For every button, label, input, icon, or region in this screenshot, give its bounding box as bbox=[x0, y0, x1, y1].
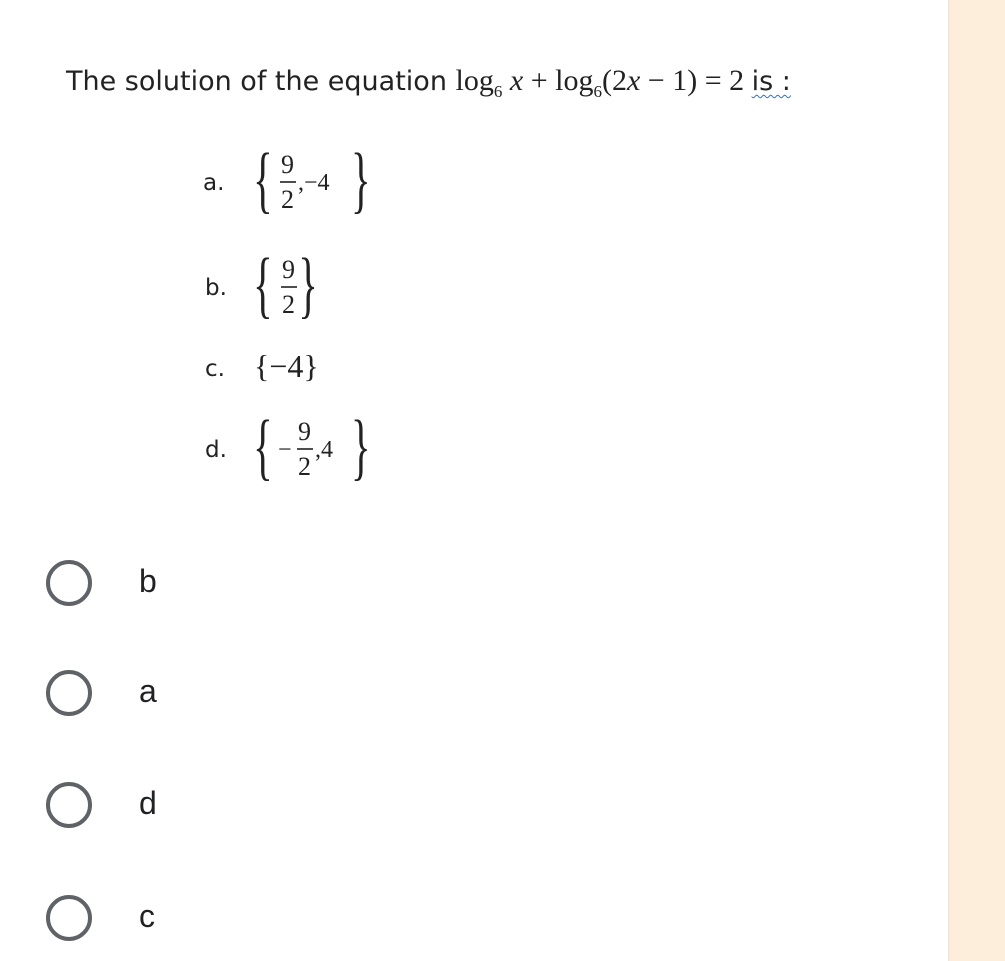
answer-option-c[interactable] bbox=[46, 895, 346, 945]
svg-text:,4: ,4 bbox=[315, 437, 333, 463]
svg-text:9: 9 bbox=[298, 417, 311, 446]
choice-c-letter: c. bbox=[205, 356, 225, 382]
answer-option-d[interactable] bbox=[46, 782, 346, 832]
answer-label: b bbox=[139, 563, 157, 599]
svg-text:9: 9 bbox=[281, 150, 294, 179]
svg-text:2: 2 bbox=[298, 452, 311, 481]
svg-text:9: 9 bbox=[282, 255, 295, 284]
answer-label: c bbox=[139, 898, 155, 934]
svg-text:}: } bbox=[351, 138, 371, 221]
svg-text:}: } bbox=[351, 405, 371, 488]
choice-a-letter: a. bbox=[203, 170, 225, 196]
answer-label: a bbox=[139, 673, 157, 709]
radio-button[interactable] bbox=[46, 670, 92, 716]
answer-option-b[interactable] bbox=[46, 560, 346, 610]
svg-text:2: 2 bbox=[282, 290, 295, 319]
svg-text:}: } bbox=[298, 243, 318, 326]
answer-option-a[interactable] bbox=[46, 670, 346, 720]
choice-a-math bbox=[252, 138, 382, 230]
radio-button[interactable] bbox=[46, 782, 92, 828]
radio-button[interactable] bbox=[46, 895, 92, 941]
svg-text:2: 2 bbox=[281, 185, 294, 214]
svg-text:{: { bbox=[253, 243, 273, 326]
svg-text:{: { bbox=[253, 405, 273, 488]
choice-c-math bbox=[252, 340, 342, 390]
choice-d-math bbox=[252, 405, 387, 497]
radio-button[interactable] bbox=[46, 560, 92, 606]
question-prefix: The solution of the equation bbox=[66, 66, 447, 97]
svg-text:{: { bbox=[253, 138, 273, 221]
choice-b-math bbox=[252, 243, 332, 335]
choice-d-letter: d. bbox=[205, 437, 227, 463]
choice-b-letter: b. bbox=[205, 275, 227, 301]
side-panel bbox=[948, 0, 1005, 961]
question-suffix: is : bbox=[751, 66, 791, 97]
answer-label: d bbox=[139, 785, 157, 821]
svg-text:,−4: ,−4 bbox=[298, 170, 330, 196]
equation: $\log_6 x + \log_6(2x - 1) = 2$ bbox=[455, 64, 752, 101]
svg-text:{−4}: {−4} bbox=[254, 348, 319, 384]
question-text bbox=[66, 64, 791, 102]
svg-text:−: − bbox=[278, 437, 292, 463]
